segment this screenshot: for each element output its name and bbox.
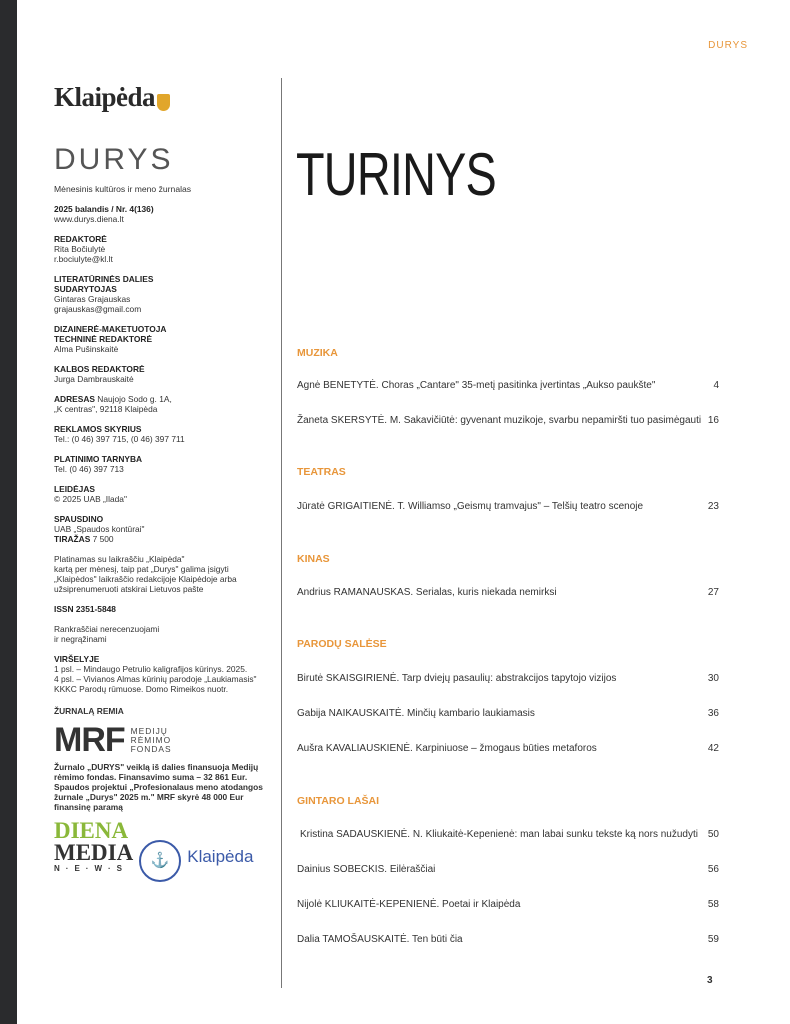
toc-entry-page: 27	[707, 587, 719, 598]
toc-entry[interactable]	[297, 380, 719, 391]
publisher: © 2025 UAB „Ilada"	[54, 494, 127, 504]
issn: ISSN 2351-5848	[54, 604, 116, 614]
toc-entry-page: 50	[707, 829, 719, 840]
klaipeda-logo-text: Klaipėda	[54, 82, 156, 112]
magazine-subtitle: Mėnesinis kultūros ir meno žurnalas	[54, 184, 192, 194]
toc-entry-title: Dalia TAMOŠAUSKAITĖ. Ten būti čia	[297, 934, 463, 945]
toc-entry-page: 58	[707, 899, 719, 910]
website: www.durys.diena.lt	[54, 214, 124, 224]
toc-entry-page: 4	[713, 380, 719, 391]
toc-entry-page: 42	[707, 743, 719, 754]
toc-entry-title: Aušra KAVALIAUSKIENĖ. Karpiniuose – žmogaus būties metaforos	[297, 743, 597, 754]
dist-phone: Tel. (0 46) 397 713	[54, 464, 124, 474]
cover-line-2: 4 psl. – Vivianos Almas kūrinių parodoje „Laukiamasis"	[54, 674, 257, 684]
mrf-line-1: MEDIJŲ	[130, 725, 168, 736]
address-line-1: Naujojo Sodo g. 1A,	[94, 394, 172, 404]
lit-title-1: LITERATŪRINĖS DALIES	[54, 274, 154, 284]
toc-entry-page: 59	[707, 934, 719, 945]
support-title: ŽURNALĄ REMIA	[54, 706, 124, 716]
toc-entry[interactable]	[297, 501, 719, 512]
toc-entry-title: Gabija NAIKAUSKAITĖ. Minčių kambario laukiamasis	[297, 708, 535, 719]
cover-line-3: KKKC Parodų rūmuose. Domo Rimeikos nuotr.	[54, 684, 229, 694]
dist-note-1: Platinamas su laikraščiu „Klaipėda"	[54, 554, 185, 564]
mrf-line-2: RĖMIMO	[130, 734, 172, 745]
mrf-logo	[54, 721, 274, 759]
column-divider	[281, 78, 282, 988]
mrf-line-3: FONDAS	[130, 743, 172, 754]
editor-email: r.bociulyte@kl.lt	[54, 254, 113, 264]
toc-entry[interactable]	[297, 587, 719, 598]
toc-entry[interactable]	[297, 673, 719, 684]
mrf-note-5: finansinę paramą	[54, 802, 123, 812]
mrf-logo-text: MRF	[54, 721, 125, 759]
lit-name: Gintaras Grajauskas	[54, 294, 131, 304]
toc-entry[interactable]	[297, 899, 719, 910]
ads-title: REKLAMOS SKYRIUS	[54, 424, 142, 434]
manuscripts-1: Rankraščiai nerecenzuojami	[54, 624, 160, 634]
running-head: DURYS	[708, 40, 748, 51]
mrf-note-1: Žurnalo „DURYS" veiklą iš dalies finansuoja Medijų	[54, 762, 259, 772]
toc-entry-page: 16	[707, 415, 719, 426]
crest-icon	[157, 94, 170, 111]
cover-title: VIRŠELYJE	[54, 654, 100, 664]
dist-title: PLATINIMO TARNYBA	[54, 454, 143, 464]
toc-entry-title: Andrius RAMANAUSKAS. Serialas, kuris niekada nemirksi	[297, 587, 557, 598]
design-title-2: TECHNINĖ REDAKTORĖ	[54, 334, 153, 344]
durys-logo: DURYS	[54, 143, 174, 176]
toc-entry[interactable]	[300, 829, 719, 840]
editor-title: REDAKTORĖ	[54, 234, 107, 244]
lang-title: KALBOS REDAKTORĖ	[54, 364, 145, 374]
lang-name: Jurga Dambrauskaitė	[54, 374, 134, 384]
toc-entry-title: Kristina SADAUSKIENĖ. N. Kliukaitė-Kepenienė: man labai sunku tekste ką nors nužudyti	[300, 829, 698, 840]
publisher-title: LEIDĖJAS	[54, 484, 95, 494]
diena-logo: DIENA	[54, 818, 129, 843]
section-teatras: TEATRAS	[297, 466, 346, 478]
lit-title-2: SUDARYTOJAS	[54, 284, 117, 294]
section-parodu-salese: PARODŲ SALĖSE	[297, 638, 387, 650]
city-seal-icon: ⚓	[139, 840, 181, 882]
toc-entry-page: 36	[707, 708, 719, 719]
section-kinas: KINAS	[297, 553, 330, 565]
lit-email: grajauskas@gmail.com	[54, 304, 142, 314]
mrf-note-3: Spaudos projektui „Profesionalaus meno atodangos	[54, 782, 263, 792]
dist-note-3: „Klaipėdos" laikraščio redakcijoje Klaipėdoje arba	[54, 574, 237, 584]
ads-phone: Tel.: (0 46) 397 715, (0 46) 397 711	[54, 434, 185, 444]
toc-entry[interactable]	[297, 934, 719, 945]
toc-entry-title: Nijolė KLIUKAITĖ-KEPENIENĖ. Poetai ir Klaipėda	[297, 899, 521, 910]
printer-title: SPAUSDINO	[54, 514, 104, 524]
toc-entry-title: Agnė BENETYTĖ. Choras „Cantare" 35-metį pasitinka įvertintas „Aukso paukšte"	[297, 380, 656, 391]
masthead-column	[54, 80, 274, 882]
media-logo: MEDIA	[54, 840, 134, 865]
section-muzika: MUZIKA	[297, 347, 338, 359]
dist-note-4: užsiprenumeruoti atskirai Lietuvos pašte	[54, 584, 204, 594]
manuscripts-2: ir negrąžinami	[54, 634, 107, 644]
toc-entry-title: Dainius SOBECKIS. Eilėraščiai	[297, 864, 436, 875]
toc-entry-page: 56	[707, 864, 719, 875]
design-name: Alma Pušinskaitė	[54, 344, 119, 354]
toc-entry[interactable]	[297, 415, 719, 426]
toc-entry[interactable]	[297, 708, 719, 719]
toc-entry[interactable]	[297, 864, 719, 875]
klaipeda-city-logo: Klaipėda	[187, 847, 254, 866]
dist-note-2: kartą per mėnesį, taip pat „Durys" galima įsigyti	[54, 564, 229, 574]
cover-line-1: 1 psl. – Mindaugo Petrulio kaligrafijos kūrinys. 2025.	[54, 664, 248, 674]
address-line-2: „K centras", 92118 Klaipėda	[54, 404, 158, 414]
mrf-note-4: žurnale „Durys" 2025 m." MRF skyrė 48 000 Eur	[54, 792, 244, 802]
toc-entry[interactable]	[297, 743, 719, 754]
mrf-note-2: rėmimo fondas. Finansavimo suma – 32 861 Eur.	[54, 772, 248, 782]
editor-name: Rita Bočiulytė	[54, 244, 106, 254]
design-title-1: DIZAINERĖ-MAKETUOTOJA	[54, 324, 167, 334]
klaipeda-logo	[54, 80, 274, 114]
address-label: ADRESAS	[54, 394, 95, 404]
page-spine	[0, 0, 17, 1024]
circulation: 7 500	[90, 534, 114, 544]
printer: UAB „Spaudos kontūrai"	[54, 524, 145, 534]
page-title: TURINYS	[296, 141, 496, 208]
toc-entry-title: Jūratė GRIGAITIENĖ. T. Williamso „Geismų tramvajus" – Telšių teatro scenoje	[297, 501, 644, 512]
section-gintaro-lasai: GINTARO LAŠAI	[297, 795, 380, 807]
toc-entry-page: 23	[707, 501, 719, 512]
issue-number: 2025 balandis / Nr. 4(136)	[54, 204, 154, 214]
toc-entry-title: Žaneta SKERSYTĖ. M. Sakavičiūtė: gyvenant muzikoje, svarbu nepamiršti tuo pasimėgauti	[297, 415, 702, 426]
page-number: 3	[707, 975, 713, 986]
toc-entry-page: 30	[707, 673, 719, 684]
toc-entry-title: Birutė SKAISGIRIENĖ. Tarp dviejų pasaulių: abstrakcijos tapytojo vizijos	[297, 673, 617, 684]
circulation-label: TIRAŽAS	[54, 534, 91, 544]
news-logo: N·E·W·S	[54, 864, 128, 873]
